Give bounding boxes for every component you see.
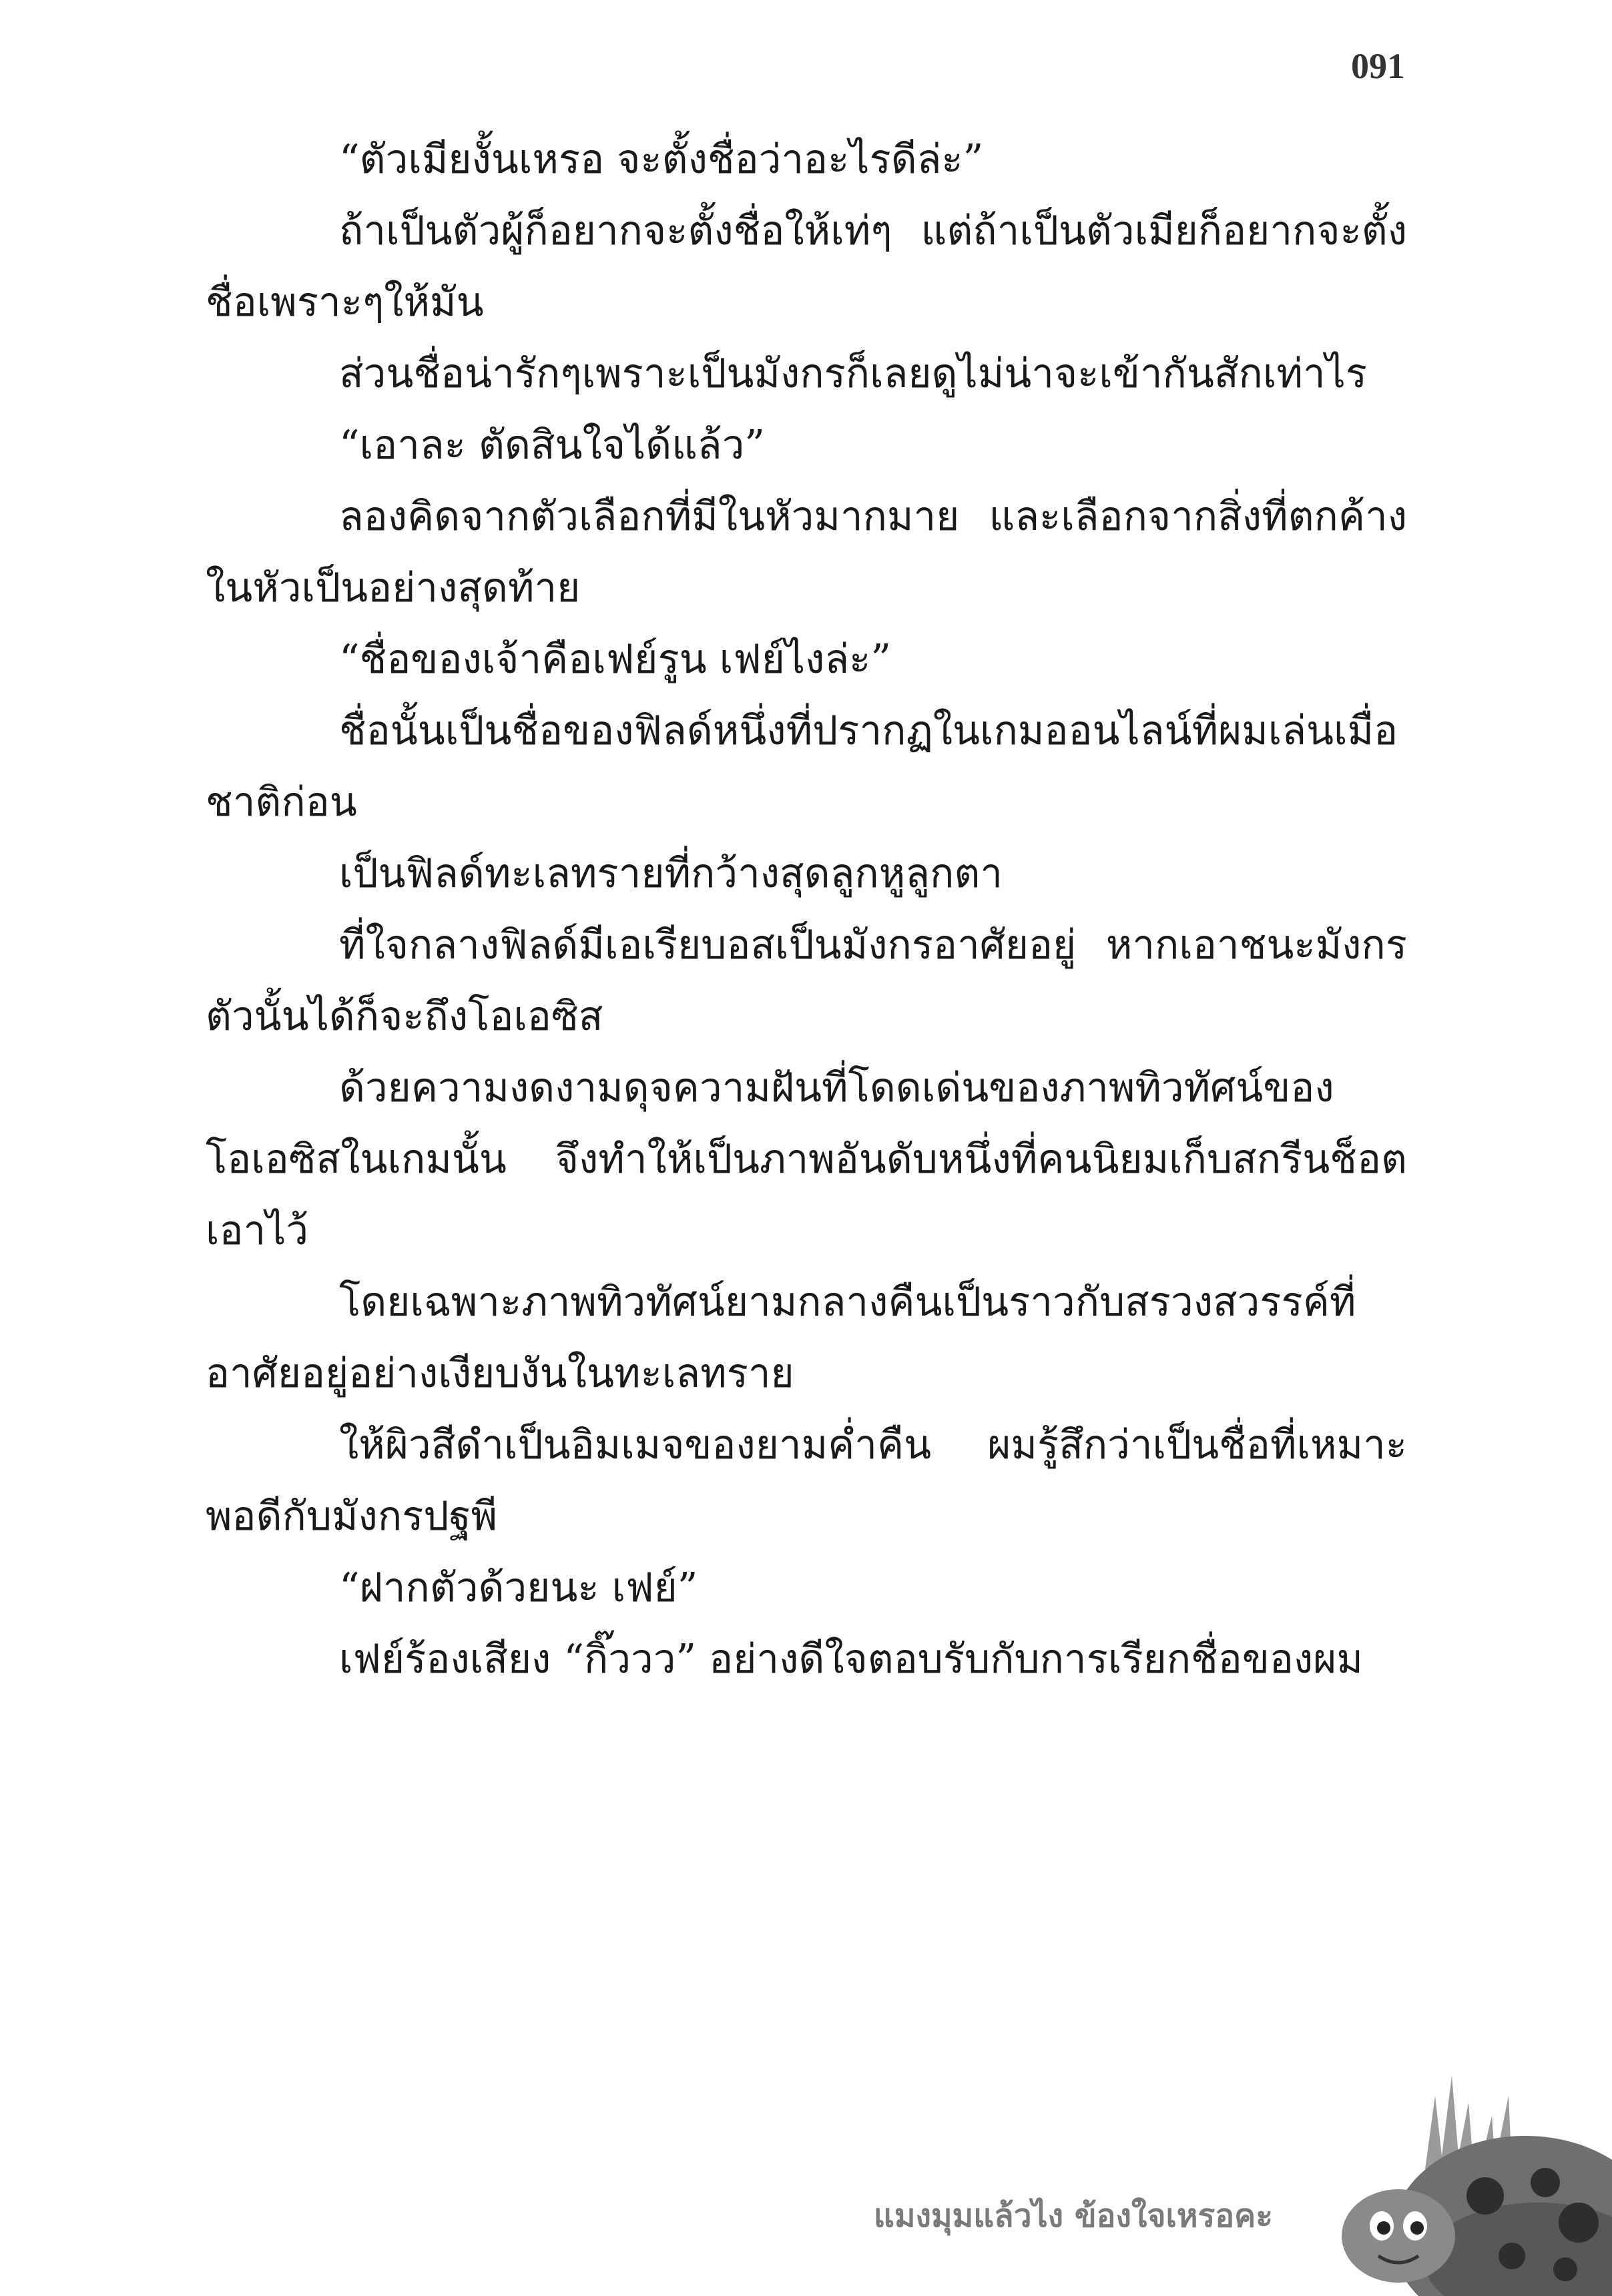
paragraph: ที่ใจกลางฟิลด์มีเอเรียบอสเป็นมังกรอาศัยอยู่ หากเอาชนะมังกรตัวนั้นได้ก็จะถึงโอเอซิส xyxy=(206,922,1407,1040)
paragraph: “ตัวเมียงั้นเหรอ จะตั้งชื่อว่าอะไรดีล่ะ” xyxy=(339,136,984,183)
paragraph: เฟย์ร้องเสียง “กิ๊ววว” อย่างดีใจตอบรับกับการเรียกชื่อของผม xyxy=(339,1636,1363,1683)
paragraph: เป็นฟิลด์ทะเลทรายที่กว้างสุดลูกหูลูกตา xyxy=(339,850,1003,897)
dragon-mascot-icon xyxy=(1325,2056,1612,2296)
paragraph: “เอาละ ตัดสินใจได้แล้ว” xyxy=(339,422,765,469)
paragraph: โดยเฉพาะภาพทิวทัศน์ยามกลางคืนเป็นราวกับสรวงสวรรค์ที่อาศัยอยู่อย่างเงียบงันในทะเลทราย xyxy=(206,1279,1356,1397)
paragraph: “ฝากตัวด้วยนะ เฟย์” xyxy=(339,1564,698,1611)
dragon-face xyxy=(1342,2189,1455,2283)
paragraph: ลองคิดจากตัวเลือกที่มีในหัวมากมาย และเลือกจากสิ่งที่ตกค้างในหัวเป็นอย่างสุดท้าย xyxy=(206,493,1407,611)
paragraph: ชื่อนั้นเป็นชื่อของฟิลด์หนึ่งที่ปรากฏในเกมออนไลน์ที่ผมเล่นเมื่อชาติก่อน xyxy=(206,707,1398,826)
paragraph: “ชื่อของเจ้าคือเฟย์รูน เฟย์ไงล่ะ” xyxy=(339,636,892,683)
paragraph: ส่วนชื่อน่ารักๆเพราะเป็นมังกรก็เลยดูไม่น่าจะเข้ากันสักเท่าไร xyxy=(339,350,1367,397)
page-number: 091 xyxy=(1351,46,1405,86)
body-text xyxy=(206,124,1407,1695)
paragraph: ถ้าเป็นตัวผู้ก็อยากจะตั้งชื่อให้เท่ๆ แต่ถ้าเป็นตัวเมียก็อยากจะตั้งชื่อเพราะๆให้มัน xyxy=(206,208,1407,326)
paragraph: ให้ผิวสีดำเป็นอิมเมจของยามค่ำคืน ผมรู้สึกว่าเป็นชื่อที่เหมาะพอดีกับมังกรปฐพี xyxy=(206,1422,1407,1540)
footer-book-title: แมงมุมแล้วไง ข้องใจเหรอคะ xyxy=(873,2197,1273,2235)
paragraph: ด้วยความงดงามดุจความฝันที่โดดเด่นของภาพทิวทัศน์ของโอเอซิสในเกมนั้น จึงทำให้เป็นภาพอันดับหนึ่งที่คนนิยมเก็บสกรีนช็อตเอาไว้ xyxy=(206,1065,1407,1254)
